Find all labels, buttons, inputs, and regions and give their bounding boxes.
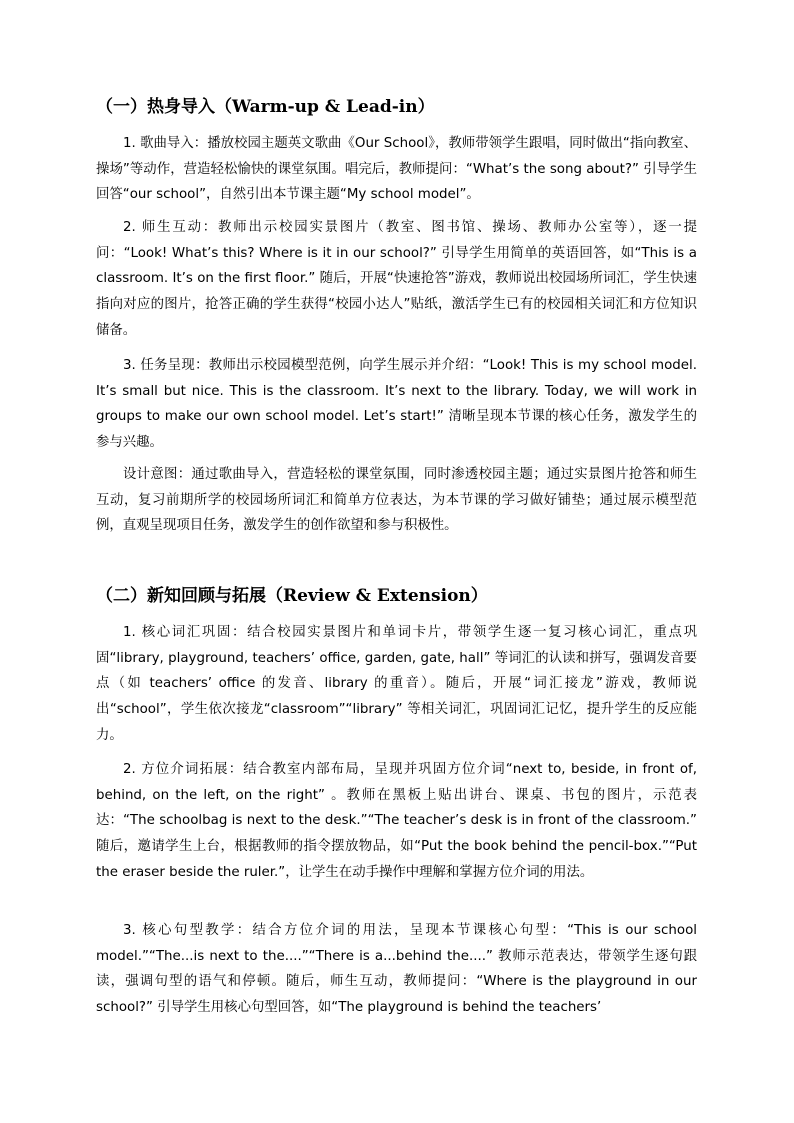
section-heading-warm-up: （一）热身导入（Warm-up & Lead-in） [96, 97, 435, 117]
paragraph-teacher-student-interaction: 2. 师生互动：教师出示校园实景图片（教室、图书馆、操场、教师办公室等），逐一提问：“Look! What’s this? Where is it in our school?” 引导学生用简单的英语回答，如“This is a classroom. It’s on the first floor.” 随后，开展“快速抢答”游戏，教师说出校园场所词汇，学生快速指向对应的图片，抢答正确的学生获得“校园小达人”贴纸，激活学生已有的校园相关词汇和方位知识储备。 [96, 220, 697, 338]
paragraph-design-intent: 设计意图：通过歌曲导入，营造轻松的课堂氛围，同时渗透校园主题；通过实景图片抢答和师生互动，复习前期所学的校园场所词汇和简单方位表达，为本节课的学习做好铺垫；通过展示模型范例，直观呈现项目任务，激发学生的创作欲望和参与积极性。 [96, 467, 697, 534]
paragraph-core-vocabulary: 1. 核心词汇巩固：结合校园实景图片和单词卡片，带领学生逐一复习核心词汇，重点巩固“library, playground, teachers’ office, garden, gate, hall” 等词汇的认读和拼写，强调发音要点（如 teachers’ office 的发音、library 的重音）。随后，开展“词汇接龙”游戏，教师说出“school”，学生依次接龙“classroom”“library” 等相关词汇，巩固词汇记忆，提升学生的反应能力。 [96, 625, 697, 743]
paragraph-prepositions: 2. 方位介词拓展：结合教室内部布局，呈现并巩固方位介词“next to, beside, in front of, behind, on the left, on the right” 。教师在黑板上贴出讲台、课桌、书包的图片，示范表达：“The schoolbag is next to the desk.”“The teacher’s desk is in front of the classroom.” 随后，邀请学生上台，根据教师的指令摆放物品，如“Put the book behind the pencil-box.”“Put the eraser beside the ruler.”，让学生在动手操作中理解和掌握方位介词的用法。 [96, 762, 697, 880]
section-heading-review-extension: （二）新知回顾与拓展（Review & Extension） [96, 586, 488, 606]
paragraph-core-sentences: 3. 核心句型教学：结合方位介词的用法，呈现本节课核心句型：“This is our school model.”“The...is next to the....”“There is a...behind the....” 教师示范表达，带领学生逐句跟读，强调句型的语气和停顿。随后，师生互动，教师提问：“Where is the playground in our school?” 引导学生用核心句型回答，如“The playground is behind the teachers’ [96, 923, 697, 1016]
paragraph-task-presentation: 3. 任务呈现：教师出示校园模型范例，向学生展示并介绍：“Look! This is my school model. It’s small but nice. This is the classroom. It’s next to the library. Today, we will work in groups to make our own school model. Let’s start!” 清晰呈现本节课的核心任务，激发学生的参与兴趣。 [96, 358, 697, 451]
paragraph-song-intro: 1. 歌曲导入：播放校园主题英文歌曲《Our School》，教师带领学生跟唱，同时做出“指向教室、操场”等动作，营造轻松愉快的课堂氛围。唱完后，教师提问：“What’s the song about?” 引导学生回答“our school”，自然引出本节课主题“My school model”。 [96, 136, 697, 203]
